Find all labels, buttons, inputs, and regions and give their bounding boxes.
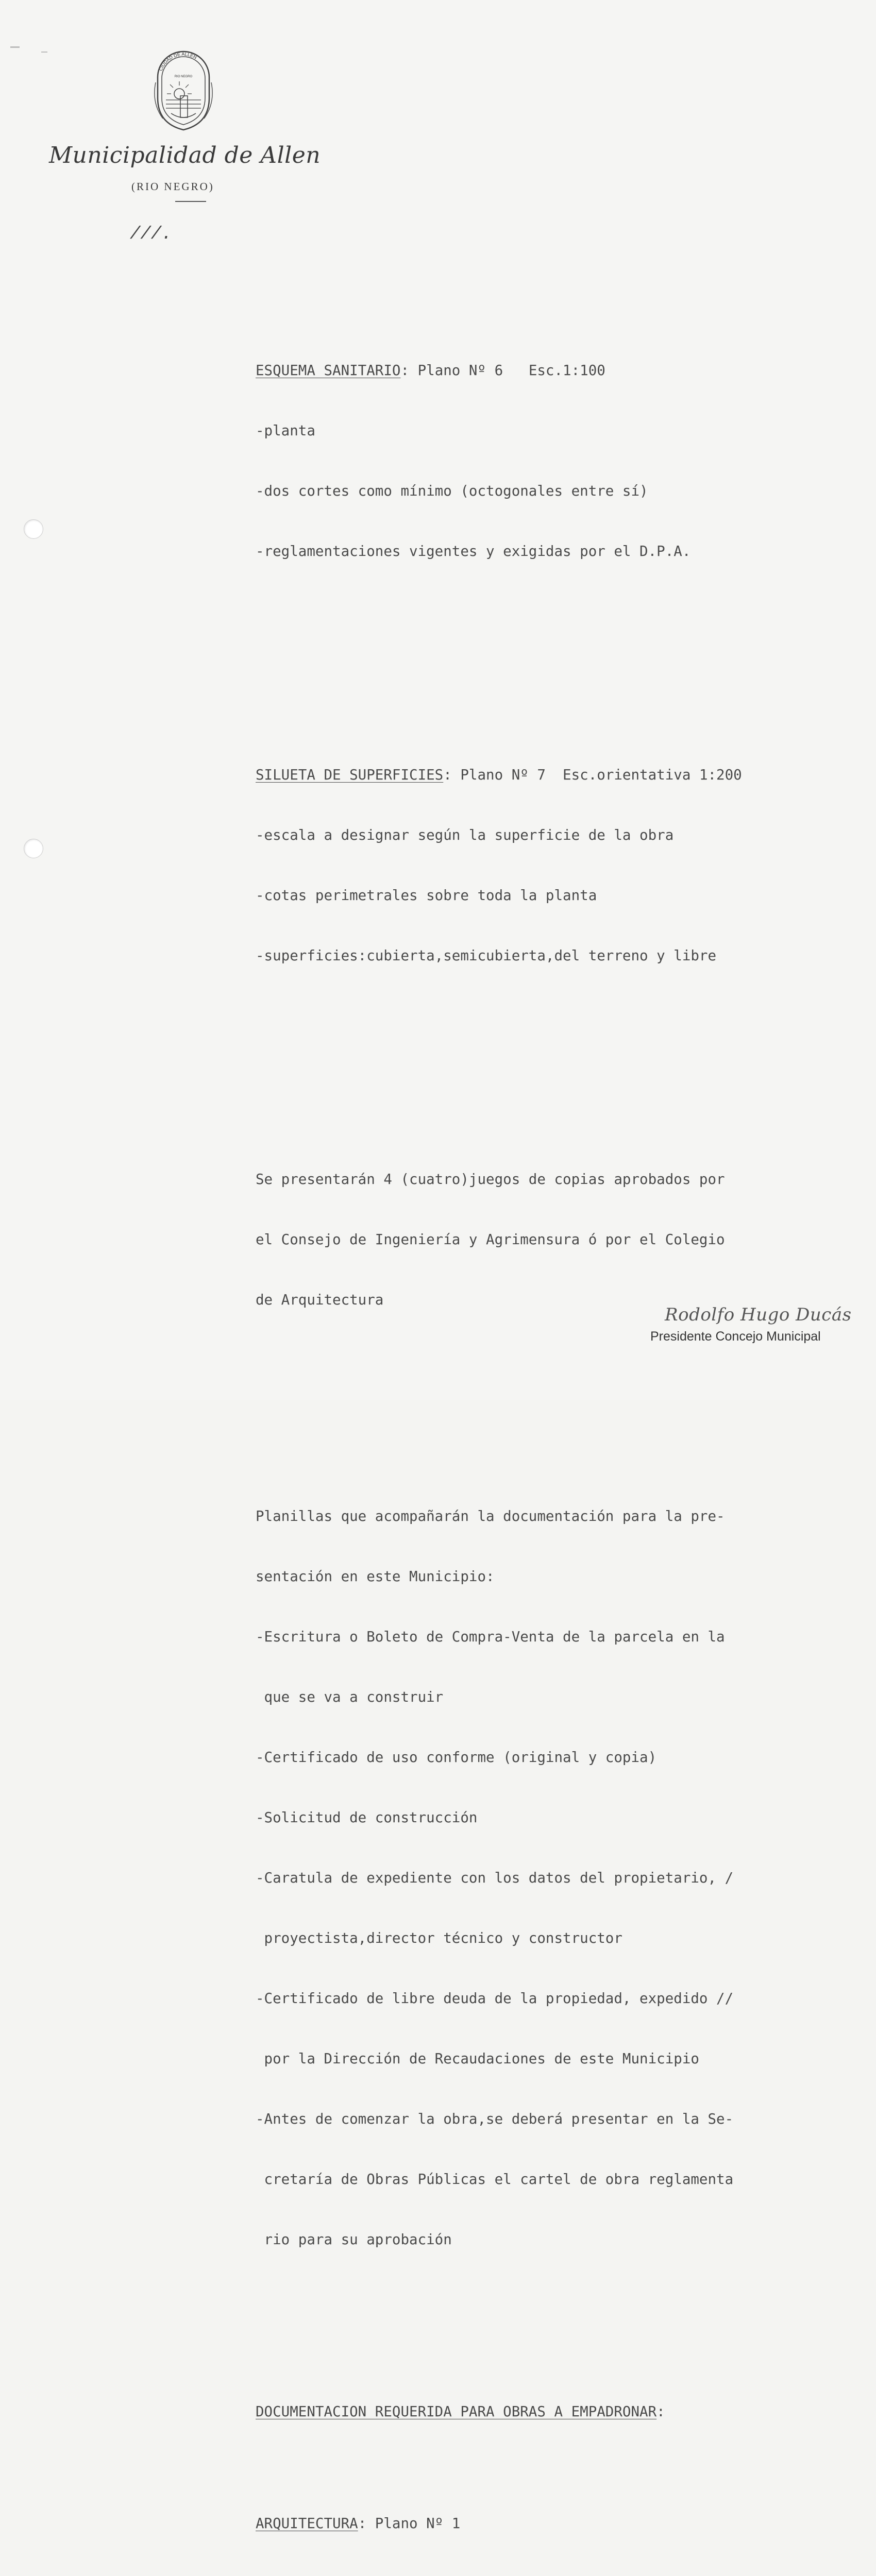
paragraph-line: sentación en este Municipio: bbox=[256, 1568, 495, 1585]
paragraph-line: -Caratula de expediente con los datos del propietario, / bbox=[256, 1870, 734, 1886]
punch-hole bbox=[24, 839, 43, 858]
section-heading-suffix: : Plano Nº 6 Esc.1:100 bbox=[400, 362, 605, 379]
paragraph-line: -Escritura o Boleto de Compra-Venta de la parcela en la bbox=[256, 1629, 725, 1645]
typed-body bbox=[256, 260, 864, 2576]
paragraph-line: -Antes de comenzar la obra,se deberá presentar en la Se- bbox=[256, 2111, 734, 2127]
section-heading-line bbox=[256, 361, 864, 381]
signature-name: Rodolfo Hugo Ducás bbox=[665, 1304, 852, 1325]
municipal-seal-logo bbox=[150, 46, 216, 131]
doc-heading-line bbox=[256, 2402, 864, 2422]
paragraph-line: por la Dirección de Recaudaciones de este Municipio bbox=[256, 2050, 699, 2067]
paragraph-line: proyectista,director técnico y constructor bbox=[256, 1930, 622, 1946]
list-item: -planta bbox=[256, 422, 315, 439]
paragraph-line: -Certificado de libre deuda de la propiedad, expedido // bbox=[256, 1990, 734, 2007]
paragraph-line: de Arquitectura bbox=[256, 1292, 384, 1308]
paragraph-line: Planillas que acompañarán la documentación para la pre- bbox=[256, 1508, 725, 1524]
margin-mark bbox=[41, 52, 47, 53]
paragraph-line: Se presentarán 4 (cuatro)juegos de copias aprobados por bbox=[256, 1171, 725, 1188]
paragraph-line: -Solicitud de construcción bbox=[256, 1809, 478, 1826]
svg-text:RIO NEGRO: RIO NEGRO bbox=[174, 75, 193, 78]
list-item: -superficies:cubierta,semicubierta,del terreno y libre bbox=[256, 947, 717, 964]
section-esquema-sanitario bbox=[256, 320, 864, 602]
letterhead-divider bbox=[175, 201, 206, 202]
paragraph-line: el Consejo de Ingeniería y Agrimensura ó por el Colegio bbox=[256, 1231, 725, 1248]
svg-text:CIUDAD DE ALLEN: CIUDAD DE ALLEN bbox=[158, 51, 198, 72]
signature-title: Presidente Concejo Municipal bbox=[650, 1329, 821, 1344]
list-item: -dos cortes como mínimo (octogonales entre sí) bbox=[256, 483, 648, 499]
section-heading-line bbox=[256, 765, 864, 785]
section-heading: SILUETA DE SUPERFICIES bbox=[256, 767, 444, 783]
paragraph-line: cretaría de Obras Públicas el cartel de obra reglamenta bbox=[256, 2171, 734, 2188]
paragraph-line: rio para su aprobación bbox=[256, 2231, 452, 2248]
arquitectura-heading-line bbox=[256, 2514, 864, 2534]
paragraph-planillas bbox=[256, 1466, 864, 2290]
arquitectura-suffix: : Plano Nº 1 bbox=[358, 2515, 461, 2532]
list-item: -reglamentaciones vigentes y exigidas por el D.P.A. bbox=[256, 543, 691, 560]
list-item: -escala a designar según la superficie de la obra bbox=[256, 827, 674, 843]
section-heading-suffix: : Plano Nº 7 Esc.orientativa 1:200 bbox=[443, 767, 742, 783]
punch-hole bbox=[24, 519, 43, 539]
paragraph-line: -Certificado de uso conforme (original y copia) bbox=[256, 1749, 657, 1766]
doc-heading: DOCUMENTACION REQUERIDA PARA OBRAS A EMPADRONAR bbox=[256, 2403, 657, 2420]
doc-heading-suffix: : bbox=[656, 2403, 665, 2420]
province-label: (RIO NEGRO) bbox=[131, 180, 214, 193]
section-heading: ESQUEMA SANITARIO bbox=[256, 362, 401, 379]
continuation-mark: ///. bbox=[130, 225, 172, 244]
arquitectura-heading: ARQUITECTURA bbox=[256, 2515, 358, 2532]
paragraph-line: que se va a construir bbox=[256, 1689, 444, 1705]
margin-mark bbox=[10, 46, 20, 48]
list-item: -cotas perimetrales sobre toda la planta bbox=[256, 887, 597, 904]
municipality-name: Municipalidad de Allen bbox=[49, 142, 321, 168]
section-silueta-superficies bbox=[256, 725, 864, 1006]
